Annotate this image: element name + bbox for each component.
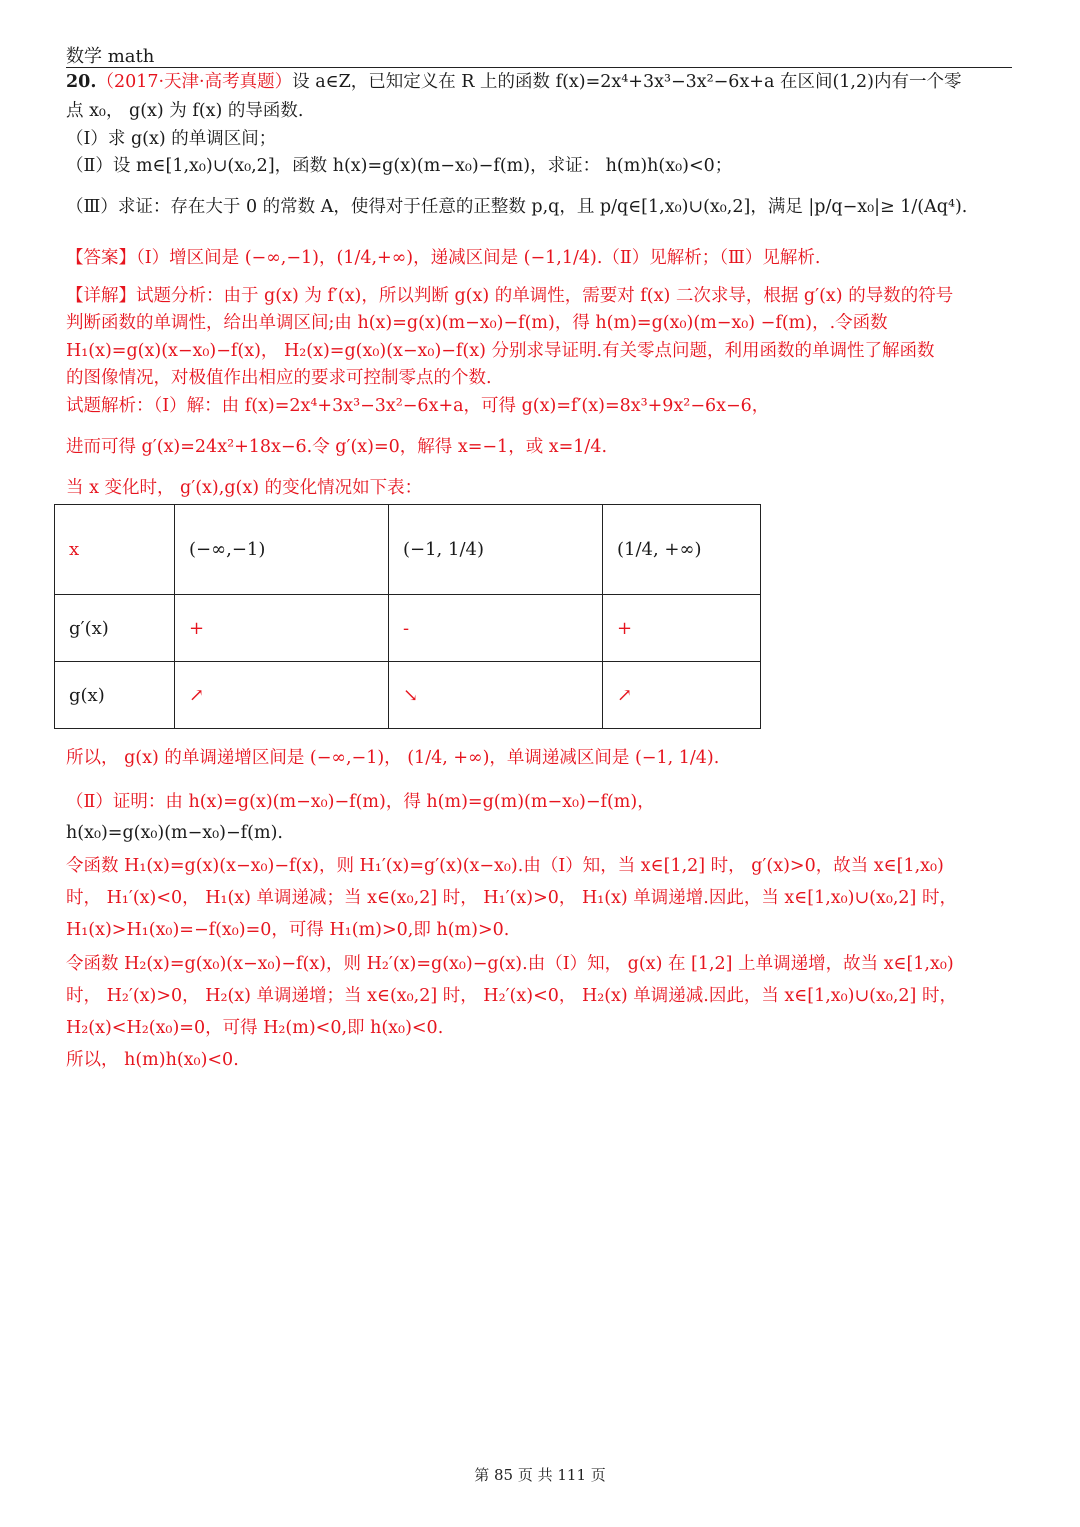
page-header: 数学 math (66, 46, 155, 67)
proof-line: 令函数 H₂(x)=g(x₀)(x−x₀)−f(x)，则 H₂′(x)=g(x₀)−g(x).由（Ⅰ）知， g(x) 在 [1,2] 上单调递增，故当 x∈[1,x₀) (66, 954, 954, 974)
answer-label: 【答案】 (66, 248, 136, 268)
page-footer: 第 85 页 共 111 页 (474, 1466, 606, 1484)
solution-line-2: 进而可得 g′(x)=24x²+18x−6.令 g′(x)=0，解得 x=−1，或 x=1/4. (66, 437, 608, 457)
table-cell: ↗ (175, 662, 389, 729)
table-cell: ↘ (389, 662, 603, 729)
solution-line-3: 当 x 变化时， g′(x),g(x) 的变化情况如下表： (66, 478, 423, 498)
table-cell: + (603, 595, 761, 662)
variation-table (54, 504, 761, 729)
problem-source: （2017·天津·高考真题） (96, 72, 293, 92)
table-cell: + (175, 595, 389, 662)
detail-line-3: H₁(x)=g(x)(x−x₀)−f(x)， H₂(x)=g(x₀)(x−x₀)−f(x) 分别求导证明.有关零点问题，利用函数的单调性了解函数 (66, 341, 935, 361)
table-cell-head: g′(x) (55, 595, 175, 662)
problem-number: 20. (66, 72, 97, 92)
problem-part-1: （Ⅰ）求 g(x) 的单调区间； (66, 129, 277, 149)
table-cell: (−∞,−1) (175, 505, 389, 595)
table-row (55, 505, 761, 595)
proof-line: 时， H₂′(x)>0， H₂(x) 单调递增；当 x∈(x₀,2] 时， H₂′(x)<0， H₂(x) 单调递减.因此，当 x∈[1,x₀)∪(x₀,2] 时， (66, 986, 957, 1006)
answer-line (66, 246, 821, 270)
problem-part-3: （Ⅲ）求证：存在大于 0 的常数 A，使得对于任意的正整数 p,q，且 p/q∈[1,x₀)∪(x₀,2]，满足 |p/q−x₀|≥ 1/(Aq⁴). (66, 197, 968, 217)
table-row (55, 662, 761, 729)
problem-text-1: 设 a∈Z，已知定义在 R 上的函数 f(x)=2x⁴+3x³−3x²−6x+a 在区间(1,2)内有一个零 (292, 72, 962, 92)
detail-line-1 (66, 284, 953, 308)
proof-line: 令函数 H₁(x)=g(x)(x−x₀)−f(x)，则 H₁′(x)=g′(x)(x−x₀).由（Ⅰ）知，当 x∈[1,2] 时， g′(x)>0，故当 x∈[1,x₀) (66, 856, 944, 876)
detail-line-2: 判断函数的单调性，给出单调区间;由 h(x)=g(x)(m−x₀)−f(m)，得 h(m)=g(x₀)(m−x₀) −f(m)，.令函数 (66, 313, 888, 333)
table-cell: - (389, 595, 603, 662)
answer-text: （Ⅰ）增区间是 (−∞,−1)，(1/4,+∞)，递减区间是 (−1,1/4).（Ⅱ）见解析；（Ⅲ）见解析. (136, 248, 821, 268)
solution-line-1: 试题解析：（Ⅰ）解：由 f(x)=2x⁴+3x³−3x²−6x+a，可得 g(x)=f′(x)=8x³+9x²−6x−6， (66, 396, 770, 416)
table-cell: (−1, 1/4) (389, 505, 603, 595)
proof-line: 时， H₁′(x)<0， H₁(x) 单调递减；当 x∈(x₀,2] 时， H₁′(x)>0， H₁(x) 单调递增.因此，当 x∈[1,x₀)∪(x₀,2] 时， (66, 888, 957, 908)
proof-line: （Ⅱ）证明：由 h(x)=g(x)(m−x₀)−f(m)，得 h(m)=g(m)(m−x₀)−f(m)， (66, 792, 655, 812)
table-cell: (1/4, +∞) (603, 505, 761, 595)
header-rule (66, 67, 1012, 68)
table-cell-head: g(x) (55, 662, 175, 729)
proof-line: H₂(x)<H₂(x₀)=0，可得 H₂(m)<0,即 h(x₀)<0. (66, 1018, 444, 1038)
detail-line-4: 的图像情况，对极值作出相应的要求可控制零点的个数. (66, 368, 492, 388)
table-row (55, 595, 761, 662)
proof-line: H₁(x)>H₁(x₀)=−f(x₀)=0，可得 H₁(m)>0,即 h(m)>0. (66, 920, 510, 940)
problem-line-2: 点 x₀， g(x) 为 f(x) 的导函数. (66, 101, 304, 121)
table-cell: ↗ (603, 662, 761, 729)
conclusion-1: 所以， g(x) 的单调递增区间是 (−∞,−1)， (1/4, +∞)，单调递减区间是 (−1, 1/4). (66, 748, 720, 768)
detail-label: 【详解】 (66, 286, 136, 306)
proof-line: 所以， h(m)h(x₀)<0. (66, 1050, 239, 1070)
detail-text-1: 试题分析：由于 g(x) 为 f′(x)，所以判断 g(x) 的单调性，需要对 f(x) 二次求导，根据 g′(x) 的导数的符号 (136, 286, 954, 306)
problem-line-1 (66, 70, 961, 94)
proof-line: h(x₀)=g(x₀)(m−x₀)−f(m). (66, 823, 283, 843)
problem-part-2: （Ⅱ）设 m∈[1,x₀)∪(x₀,2]，函数 h(x)=g(x)(m−x₀)−f(m)，求证： h(m)h(x₀)<0； (66, 156, 733, 176)
table-cell-head: x (55, 505, 175, 595)
